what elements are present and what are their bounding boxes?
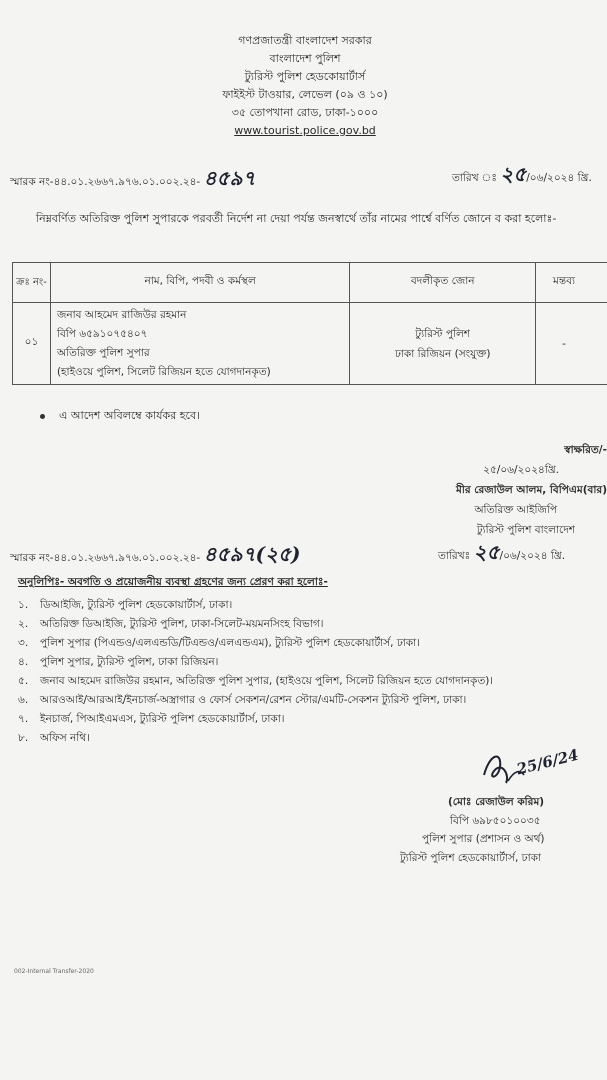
list-item: ৮. অফিস নথি।: [18, 732, 90, 744]
signature-date: 25/6/24: [514, 745, 581, 779]
list-item: ৪. পুলিশ সুপার, ট্যুরিস্ট পুলিশ, ঢাকা রিজিয়ন।: [18, 656, 219, 668]
date-label-2: তারিখঃ: [438, 550, 471, 562]
table-header-row: [13, 263, 607, 303]
row-serial: ০১: [13, 303, 51, 385]
signatory-block-1: [380, 440, 607, 540]
signatory-block-2: [400, 793, 600, 867]
copy-distribution: [18, 575, 493, 748]
date-rest: /০৬/২০২৪ খ্রি.: [526, 172, 592, 184]
officer-designation: অতিরিক্ত পুলিশ সুপার: [56, 346, 150, 359]
row-remark: -: [536, 303, 607, 385]
footer-code: 002-Internal Transfer-2020: [14, 968, 94, 975]
office-address-line1: ফাইইস্ট টাওয়ার, লেভেল (০৯ ও ১০): [222, 88, 388, 101]
list-item: ৩. পুলিশ সুপার (পিএন্ডও/এলএন্ডডি/টিএন্ডও/এলএন্ডএম), ট্যুরিস্ট পুলিশ হেডকোয়ার্টার্স, ঢাকা।: [18, 637, 420, 649]
memo-label: স্মারক নং-৪৪.০১.২৬৬৭.৯৭৬.০১.০০২.২৪-: [10, 176, 201, 188]
signatory2-office: ট্যুরিস্ট পুলিশ হেডকোয়ার্টার্স, ঢাকা: [400, 851, 542, 864]
date-label: তারিখ ঃ: [452, 172, 497, 184]
signatory2-name: (মোঃ রেজাউল করিম): [448, 796, 545, 808]
dept-name: বাংলাদেশ পুলিশ: [269, 52, 341, 65]
website-link[interactable]: www.tourist.police.gov.bd: [234, 124, 376, 137]
memo-date-2: [438, 538, 565, 571]
signatory-office: ট্যুরিস্ট পুলিশ বাংলাদেশ: [476, 524, 575, 536]
office-name: ট্যুরিস্ট পুলিশ হেডকোয়ার্টার্স: [244, 70, 366, 83]
order-note: এ আদেশ অবিলম্বে কার্যকর হবে।: [40, 407, 200, 426]
letterhead: [180, 32, 430, 140]
zone-line2: ঢাকা রিজিয়ন (সংযুক্ত): [394, 347, 491, 360]
transfer-table: [12, 262, 607, 385]
list-item: ৭. ইনচার্জ, পিআইএমএস, ট্যুরিস্ট পুলিশ হেডকোয়ার্টার্স, ঢাকা।: [18, 713, 285, 725]
date-handwritten-day-2: ২৫: [473, 540, 500, 564]
memo-label-2: স্মারক নং-৪৪.০১.২৬৬৭.৯৭৬.০১.০০২.২৪-: [10, 552, 201, 564]
bullet-icon: [40, 414, 45, 419]
copies-heading: অনুলিপিঃ- অবগতি ও প্রয়োজনীয় ব্যবস্থা গ্রহণের জন্য প্রেরণ করা হলোঃ-: [18, 576, 328, 588]
row-officer-details: [50, 303, 349, 385]
officer-name: জনাব আহমেদ রাজিউর রহমান: [56, 308, 187, 321]
copies-list: [18, 596, 493, 748]
col-name-header: নাম, বিপি, পদবী ও কর্মস্থল: [50, 263, 349, 303]
signatory2-designation: পুলিশ সুপার (প্রশাসন ও অর্থ): [422, 833, 545, 845]
list-item: ৫. জনাব আহমেদ রাজিউর রহমান, অতিরিক্ত পুলিশ সুপার, (হাইওয়ে পুলিশ, সিলেট রিজিয়ন হতে যোগদানকৃত)।: [18, 675, 494, 687]
list-item: ১. ডিআইজি, ট্যুরিস্ট পুলিশ হেডকোয়ার্টার্স, ঢাকা।: [18, 599, 233, 611]
signatory2-bp: বিপি ৬৯৮৫০১০০৩৫: [450, 814, 541, 827]
signatory-name: মীর রেজাউল আলম, বিপিএম(বার): [455, 484, 607, 496]
zone-line1: ট্যুরিস্ট পুলিশ: [415, 327, 471, 340]
memo-date: [452, 160, 592, 193]
memo-number-2: [10, 540, 300, 573]
govt-name: গণপ্রজাতন্ত্রী বাংলাদেশ সরকার: [238, 34, 372, 47]
office-address-line2: ৩৫ তোপখানা রোড, ঢাকা-১০০০: [231, 106, 379, 119]
officer-bp: বিপি ৬৫৯১০৭৫৪০৭: [56, 327, 148, 340]
memo-number: [10, 164, 256, 197]
table-row: [13, 303, 607, 385]
date-handwritten-day: ২৫: [500, 162, 527, 186]
col-serial-header: ক্রঃ নং-: [13, 263, 51, 303]
list-item: ২. অতিরিক্ত ডিআইজি, ট্যুরিস্ট পুলিশ, ঢাকা-সিলেট-ময়মনসিংহ বিভাগ।: [18, 618, 324, 630]
col-zone-header: বদলীকৃত জোন: [350, 263, 536, 303]
memo-handwritten-number-2: ৪৫৯৭(২৫): [203, 542, 301, 566]
signatory-designation: অতিরিক্ত আইজিপি: [474, 504, 557, 516]
col-remark-header: মন্তব্য: [536, 263, 607, 303]
memo-handwritten-number: ৪৫৯৭: [203, 166, 256, 190]
date-rest-2: /০৬/২০২৪ খ্রি.: [499, 550, 566, 562]
row-zone: [350, 303, 536, 385]
officer-previous-posting: (হাইওয়ে পুলিশ, সিলেট রিজিয়ন হতে যোগদানকৃত): [56, 365, 271, 378]
signed-date: ২৫/০৬/২০২৪খ্রি.: [483, 464, 559, 476]
order-body-text: নিম্নবর্ণিত অতিরিক্ত পুলিশ সুপারকে পরবর্তী নির্দেশ না দেয়া পর্যন্ত জনস্বার্থে তাঁর নামের পার্শ্বে বর্ণিত জোনে ব করা হলোঃ-: [36, 212, 557, 225]
handwritten-signature: [480, 745, 590, 795]
list-item: ৬. আরওআই/আরআই/ইনচার্জ-অস্ত্রাগার ও ফোর্স সেকশন/রেশন স্টোর/এমটি-সেকশন ট্যুরিস্ট পুলিশ, ঢাকা।: [18, 694, 467, 706]
signed-label: স্বাক্ষরিত/-: [564, 444, 607, 456]
